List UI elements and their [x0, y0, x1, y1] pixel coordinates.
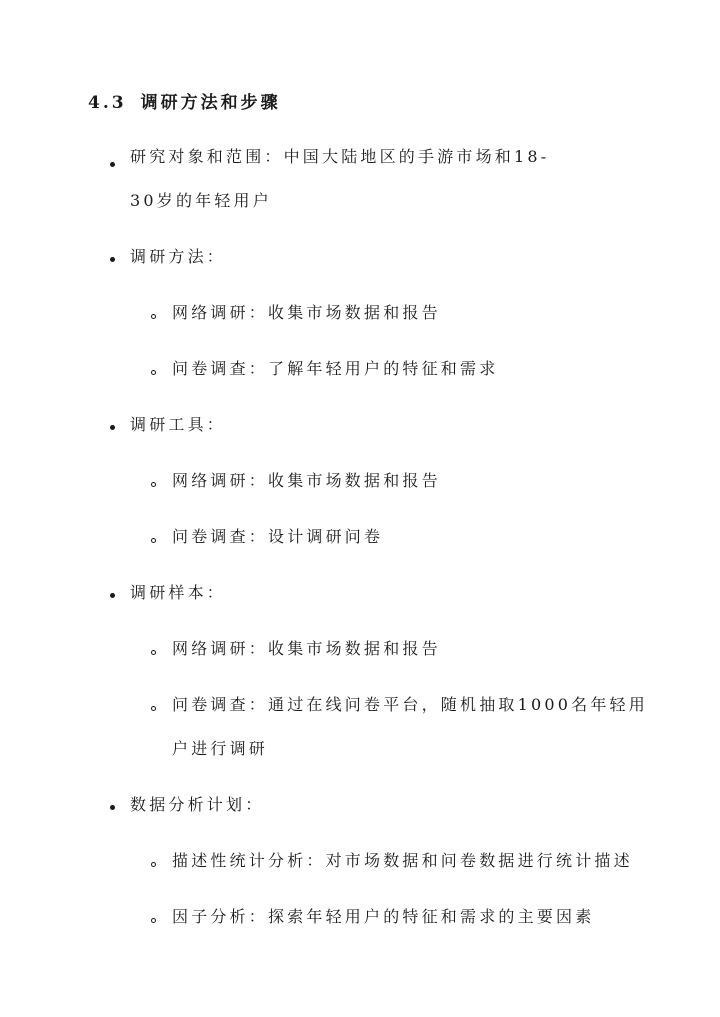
bullet-circle-icon — [151, 862, 156, 867]
sub-item: 因子分析：探索年轻用户的特征和需求的主要因素 — [172, 907, 595, 926]
bullet-circle-icon — [151, 650, 156, 655]
bullet-circle-icon — [151, 370, 156, 375]
bullet-circle-icon — [151, 918, 156, 923]
bullet-dot-icon — [110, 425, 115, 430]
bullet-dot-icon — [110, 593, 115, 598]
bullet-circle-icon — [151, 482, 156, 487]
sub-item: 网络调研：收集市场数据和报告 — [172, 471, 441, 490]
bullet-circle-icon — [151, 538, 156, 543]
sub-item: 描述性统计分析：对市场数据和问卷数据进行统计描述 — [172, 851, 633, 870]
sub-item: 问卷调查：设计调研问卷 — [172, 527, 384, 546]
sub-item: 问卷调查：了解年轻用户的特征和需求 — [172, 359, 499, 378]
item-scope-label: 研究对象和范围：中国大陆地区的手游市场和18- — [130, 147, 550, 166]
bullet-dot-icon — [110, 162, 115, 167]
bullet-dot-icon — [110, 257, 115, 262]
section-title: 调研方法和步骤 — [140, 93, 281, 113]
bullet-circle-icon — [151, 314, 156, 319]
item-sample-label: 调研样本： — [130, 583, 227, 602]
section-heading — [88, 88, 281, 113]
sub-item: 问卷调查：通过在线问卷平台，随机抽取1000名年轻用 — [172, 695, 648, 714]
sub-item: 网络调研：收集市场数据和报告 — [172, 303, 441, 322]
section-number: 4.3 — [88, 93, 127, 113]
item-scope-label-continued: 30岁的年轻用户 — [130, 191, 272, 210]
sub-item-continued: 户进行调研 — [172, 739, 269, 758]
item-tools-label: 调研工具： — [130, 415, 227, 434]
sub-item: 网络调研：收集市场数据和报告 — [172, 639, 441, 658]
item-methods-label: 调研方法： — [130, 247, 227, 266]
item-analysis-label: 数据分析计划： — [130, 795, 265, 814]
bullet-circle-icon — [151, 706, 156, 711]
bullet-dot-icon — [110, 805, 115, 810]
